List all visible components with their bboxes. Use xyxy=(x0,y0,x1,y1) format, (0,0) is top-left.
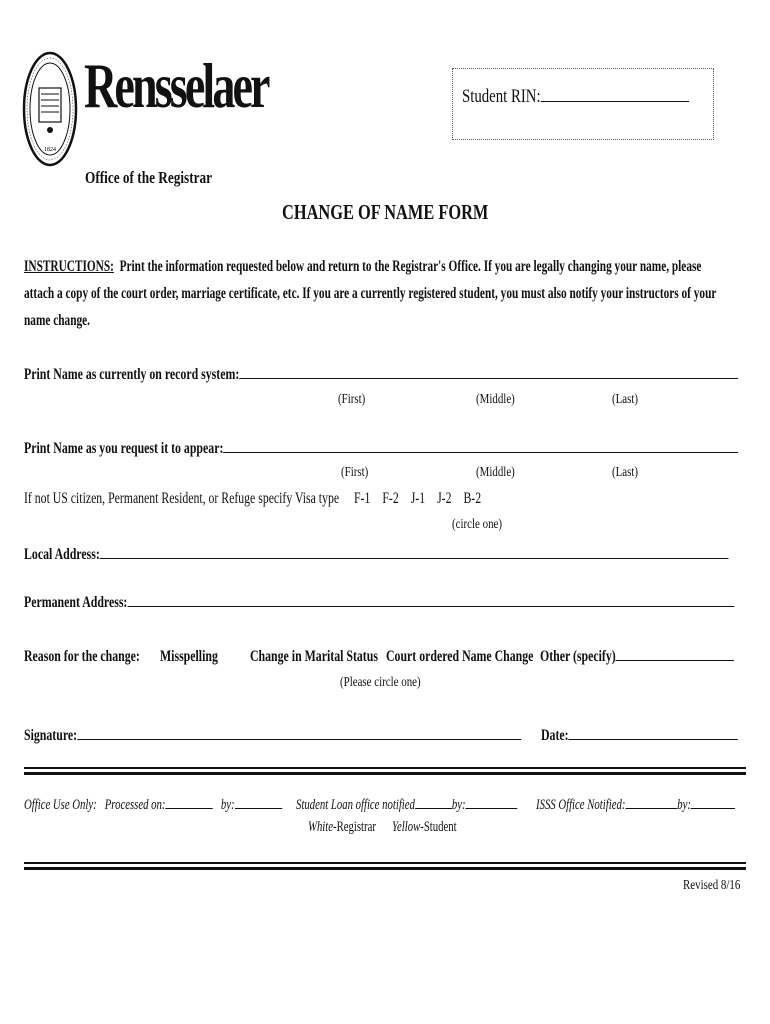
student-loan-line xyxy=(296,797,517,814)
yellow-copy-value: Student xyxy=(423,819,457,835)
reason-misspelling[interactable]: Misspelling xyxy=(160,648,218,665)
instructions-line-3: name change. xyxy=(24,312,91,329)
rensselaer-seal-logo xyxy=(22,50,78,168)
visa-option-j1[interactable]: J-1 xyxy=(410,490,426,507)
instructions-text-1: Print the information requested below and return to the Registrar's Office. If you are legally changing your name, please xyxy=(119,258,702,275)
current-middle-label: (Middle) xyxy=(476,392,515,407)
requested-first-label: (First) xyxy=(341,465,369,480)
requested-last-label: (Last) xyxy=(612,465,639,480)
student-rin-field[interactable] xyxy=(462,86,689,108)
current-last-label: (Last) xyxy=(612,392,639,407)
date-label: Date: xyxy=(541,727,569,744)
please-circle-one: (Please circle one) xyxy=(340,675,421,690)
reason-court-ordered[interactable]: Court ordered Name Change xyxy=(386,648,534,665)
isss-by-label: by: xyxy=(677,797,691,813)
local-address-field[interactable] xyxy=(24,546,729,564)
divider-top-thick xyxy=(24,767,746,769)
office-use-label: Office Use Only: xyxy=(24,797,97,813)
yellow-copy-label: Yellow- xyxy=(392,819,424,835)
visa-circle-one: (circle one) xyxy=(452,517,503,532)
isss-line xyxy=(536,797,735,814)
processed-on-label: Processed on: xyxy=(104,797,166,813)
reason-other-field[interactable] xyxy=(540,648,734,666)
seal-year: 1824 xyxy=(44,147,56,153)
signature-field[interactable] xyxy=(24,727,521,745)
white-copy-label: White- xyxy=(308,819,337,835)
current-name-field[interactable] xyxy=(24,366,738,384)
visa-option-f2[interactable]: F-2 xyxy=(382,490,399,507)
requested-name-field[interactable] xyxy=(24,440,738,458)
divider-bottom-thin xyxy=(24,867,746,870)
visa-option-j2[interactable]: J-2 xyxy=(437,490,452,507)
instructions-line-2: attach a copy of the court order, marriage certificate, etc. If you are a currently registered student, you must also notify your instructors of your xyxy=(24,285,717,302)
student-rin-label: Student RIN: xyxy=(462,86,541,107)
permanent-address-label: Permanent Address: xyxy=(24,594,128,611)
instructions-label: INSTRUCTIONS: xyxy=(24,258,114,275)
date-field[interactable] xyxy=(541,727,738,745)
office-use-line xyxy=(24,797,282,814)
visa-type-label: If not US citizen, Permanent Resident, or Refuge specify Visa type xyxy=(24,490,340,507)
visa-option-b2[interactable]: B-2 xyxy=(463,490,482,507)
revised-date: Revised 8/16 xyxy=(683,878,741,893)
visa-options[interactable] xyxy=(354,490,481,508)
divider-bottom-thick xyxy=(24,862,746,864)
instructions-line-1 xyxy=(24,258,701,276)
student-loan-by-label: by: xyxy=(451,797,466,813)
brand-name: Rensselaer xyxy=(84,50,268,121)
local-address-label: Local Address: xyxy=(24,546,100,563)
divider-top-thin xyxy=(24,772,746,775)
visa-option-f1[interactable]: F-1 xyxy=(354,490,371,507)
current-first-label: (First) xyxy=(338,392,366,407)
copy-distribution xyxy=(308,819,457,836)
permanent-address-field[interactable] xyxy=(24,594,734,612)
signature-label: Signature: xyxy=(24,727,78,744)
processed-by-label: by: xyxy=(220,797,235,813)
isss-label: ISSS Office Notified: xyxy=(536,797,626,813)
requested-name-label: Print Name as you request it to appear: xyxy=(24,440,224,457)
reason-marital-status[interactable]: Change in Marital Status xyxy=(250,648,378,665)
white-copy-value: Registrar xyxy=(336,819,376,835)
student-loan-label: Student Loan office notified xyxy=(296,797,415,813)
form-title: CHANGE OF NAME FORM xyxy=(282,200,489,224)
reason-other-label: Other (specify) xyxy=(540,648,616,665)
requested-middle-label: (Middle) xyxy=(476,465,515,480)
office-name: Office of the Registrar xyxy=(85,168,213,187)
reason-label: Reason for the change: xyxy=(24,648,140,665)
current-name-label: Print Name as currently on record system: xyxy=(24,366,240,383)
